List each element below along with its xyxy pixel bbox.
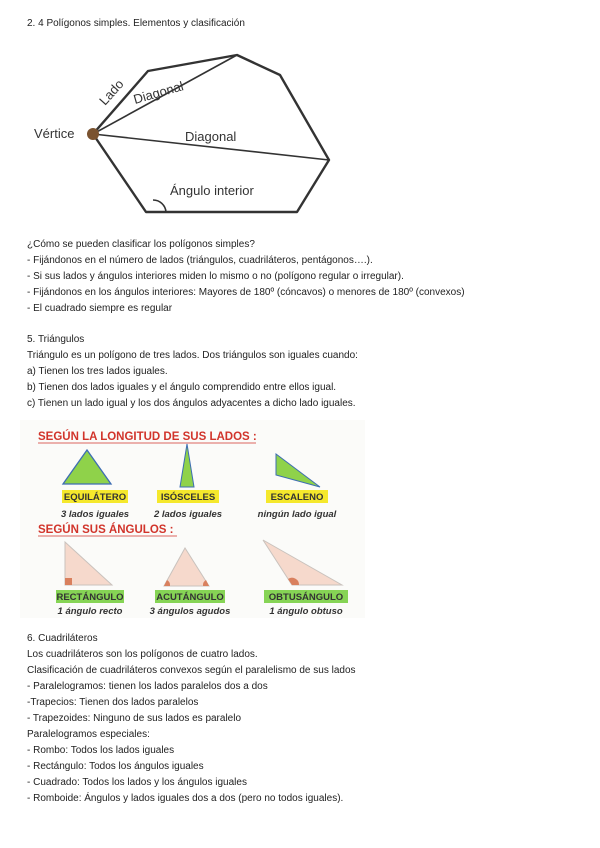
quads-line: - Rombo: Todos los lados iguales bbox=[27, 745, 175, 756]
section-title-triangles: 5. Triángulos bbox=[27, 334, 85, 345]
desc-equilatero: 3 lados iguales bbox=[60, 509, 130, 520]
section-title-polygons: 2. 4 Polígonos simples. Elementos y clasificación bbox=[27, 18, 245, 29]
triangles-item: b) Tienen dos lados iguales y el ángulo comprendido entre ellos igual. bbox=[27, 382, 337, 393]
desc-acutangulo: 3 ángulos agudos bbox=[149, 606, 231, 617]
triangle-rectangulo bbox=[65, 542, 112, 585]
quads-line: - Romboide: Ángulos y lados iguales dos a dos (pero no todos iguales). bbox=[27, 793, 344, 804]
triangle-escaleno bbox=[276, 454, 320, 487]
classification-question: ¿Cómo se pueden clasificar los polígonos simples? bbox=[27, 239, 255, 250]
label-diagonal-mid: Diagonal bbox=[185, 129, 237, 144]
triangles-intro: Triángulo es un polígono de tres lados. Dos triángulos son iguales cuando: bbox=[27, 350, 358, 361]
vertex-dot bbox=[87, 128, 99, 140]
triangle-acutangulo bbox=[164, 548, 209, 586]
triangle-obtusangulo bbox=[263, 540, 342, 585]
polygon-diagram bbox=[25, 48, 345, 223]
quads-line: -Trapecios: Tienen dos lados paralelos bbox=[27, 697, 199, 708]
interior-angle-arc bbox=[153, 200, 166, 212]
desc-isosceles: 2 lados iguales bbox=[153, 509, 223, 520]
desc-escaleno: ningún lado igual bbox=[257, 509, 337, 520]
triangles-item: a) Tienen los tres lados iguales. bbox=[27, 366, 168, 377]
section-title-quads: 6. Cuadriláteros bbox=[27, 633, 98, 644]
triangle-classification-figure bbox=[20, 420, 365, 618]
tag-equilatero: EQUILÁTERO bbox=[63, 492, 127, 503]
tag-acutangulo: ACUTÁNGULO bbox=[156, 592, 224, 603]
quads-line: Paralelogramos especiales: bbox=[27, 729, 150, 740]
label-diagonal-top: Diagonal bbox=[131, 78, 186, 107]
triangles-item: c) Tienen un lado igual y los dos ángulos adyacentes a dicho lado iguales. bbox=[27, 398, 356, 409]
triangle-equilatero bbox=[63, 450, 111, 484]
quads-line: Clasificación de cuadriláteros convexos según el paralelismo de sus lados bbox=[27, 665, 356, 676]
label-lado: Lado bbox=[96, 76, 127, 109]
quads-line: Los cuadriláteros son los polígonos de cuatro lados. bbox=[27, 649, 258, 660]
right-angle-mark bbox=[65, 578, 72, 585]
classification-item: - Fijándonos en el número de lados (triángulos, cuadriláteros, pentágonos….). bbox=[27, 255, 373, 266]
classification-item: - Si sus lados y ángulos interiores miden lo mismo o no (polígono regular o irregular). bbox=[27, 271, 404, 282]
tag-escaleno: ESCALENO bbox=[270, 492, 324, 503]
label-vertice: Vértice bbox=[34, 126, 75, 141]
classification-item: - Fijándonos en los ángulos interiores: Mayores de 180º (cóncavos) o menores de 180º (convexos) bbox=[27, 287, 465, 298]
heading-by-angles: SEGÚN SUS ÁNGULOS : bbox=[38, 524, 174, 536]
tag-rectangulo: RECTÁNGULO bbox=[56, 592, 124, 603]
triangle-isosceles bbox=[180, 444, 194, 487]
desc-obtusangulo: 1 ángulo obtuso bbox=[269, 606, 343, 617]
tag-isosceles: ISÓSCELES bbox=[160, 492, 216, 503]
quads-line: - Trapezoides: Ninguno de sus lados es paralelo bbox=[27, 713, 242, 724]
classification-item: - El cuadrado siempre es regular bbox=[27, 303, 173, 314]
quads-line: - Cuadrado: Todos los lados y los ángulos iguales bbox=[27, 777, 247, 788]
quads-line: - Paralelogramos: tienen los lados paralelos dos a dos bbox=[27, 681, 268, 692]
tag-obtusangulo: OBTUSÁNGULO bbox=[268, 592, 344, 603]
label-angulo-interior: Ángulo interior bbox=[170, 183, 254, 198]
desc-rectangulo: 1 ángulo recto bbox=[57, 606, 123, 617]
heading-by-sides: SEGÚN LA LONGITUD DE SUS LADOS : bbox=[38, 431, 257, 443]
quads-line: - Rectángulo: Todos los ángulos iguales bbox=[27, 761, 204, 772]
